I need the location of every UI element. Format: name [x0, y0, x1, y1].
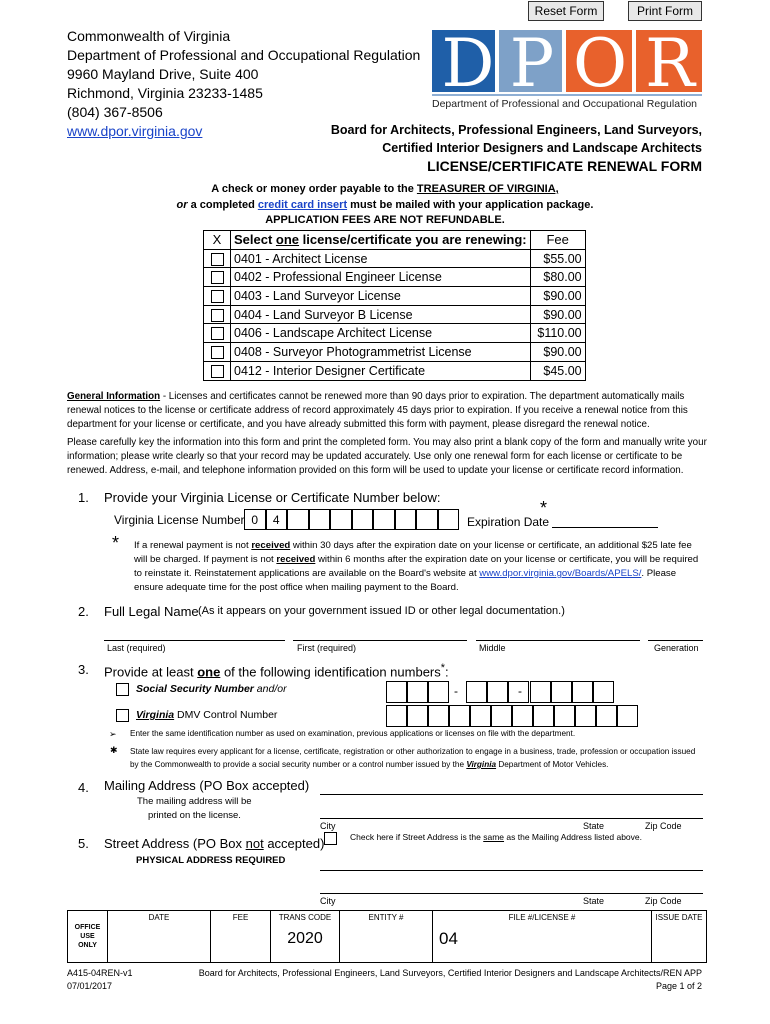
general-instructions: Please carefully key the information into this form and print the completed form. You may also print a blank copy of the form and manually write your information; please write clearly so that your record may be updated accurately. Use only one renewal form for each license or certificate to be renewed. Address, e-mail, and telephone information provided on this form will be used to update your license or certificate record information.: [67, 437, 707, 476]
dmv-digit-box[interactable]: [554, 705, 575, 727]
ssn-label: Social Security Number and/or: [136, 683, 287, 695]
dmv-digit-box[interactable]: [386, 705, 407, 727]
license-number-label: Virginia License Number: [114, 513, 245, 527]
license-digit-box[interactable]: [352, 509, 374, 530]
dmv-digit-box[interactable]: [491, 705, 512, 727]
license-digit-box[interactable]: 0: [244, 509, 266, 530]
expiration-star: *: [540, 498, 548, 518]
board-title-line2: Certified Interior Designers and Landscape Architects: [382, 141, 702, 155]
dmv-digit-box[interactable]: [575, 705, 596, 727]
ssn-digit-box[interactable]: [487, 681, 508, 703]
mailing-city-input[interactable]: [320, 818, 703, 819]
trans-code-value: 2020: [287, 930, 323, 947]
ssn-digit-box[interactable]: [407, 681, 428, 703]
mailing-street-input[interactable]: [320, 794, 703, 795]
asterisk-icon: ✱: [110, 745, 118, 755]
table-row: 0401 - Architect License $55.00: [204, 249, 586, 268]
same-address-label: Check here if Street Address is the same as the Mailing Address listed above.: [350, 832, 642, 842]
street-state-label: State: [583, 896, 605, 906]
q3-number: 3.: [78, 662, 89, 677]
license-fee-table: [203, 230, 586, 381]
late-fee-star: *: [112, 533, 120, 553]
col-x: X: [204, 231, 231, 250]
street-address-input[interactable]: [320, 870, 703, 871]
table-row: 0412 - Interior Designer Certificate $45.00: [204, 361, 586, 380]
dmv-digit-box[interactable]: [428, 705, 449, 727]
office-fee: FEE: [211, 911, 271, 963]
footer-form-id: A415-04REN-v1: [67, 968, 133, 978]
payment-line2: or a completed credit card insert must be mailed with your application package.: [176, 199, 594, 211]
q5-title: Street Address (PO Box not accepted): [104, 836, 325, 851]
print-form-button[interactable]: Print Form: [628, 1, 702, 21]
agency-line: Department of Professional and Occupational Regulation: [67, 47, 421, 63]
ssn-digit-box[interactable]: [593, 681, 614, 703]
expiration-label: Expiration Date: [467, 515, 550, 529]
agency-website-link[interactable]: www.dpor.virginia.gov: [67, 123, 203, 139]
middle-name-label: Middle: [479, 643, 506, 653]
office-trans-code: TRANS CODE 2020: [271, 911, 340, 963]
license-digit-box[interactable]: [373, 509, 395, 530]
footer-page: Page 1 of 2: [655, 981, 702, 991]
table-row: 0402 - Professional Engineer License $80.00: [204, 268, 586, 287]
ssn-dash-2: -: [518, 684, 522, 698]
table-row: 0406 - Landscape Architect License $110.00: [204, 324, 586, 343]
col-select: Select one license/certificate you are renewing:: [231, 231, 531, 250]
office-use-label: OFFICE USE ONLY: [68, 911, 108, 963]
logo-letter-r: R: [645, 30, 695, 102]
footer-board: Board for Architects, Professional Engineers, Land Surveyors, Certified Interior Designers and Landscape Architects/REN APP: [198, 968, 702, 978]
office-entity: ENTITY #: [340, 911, 433, 963]
license-checkbox[interactable]: [211, 290, 224, 303]
q4-note1: The mailing address will be: [137, 796, 252, 807]
dmv-digit-box[interactable]: [470, 705, 491, 727]
footer-date: 07/01/2017: [67, 981, 113, 991]
q3-bullet1: Enter the same identification number as used on examination, previous applications or licenses on file with the department.: [130, 729, 576, 738]
agency-line: Commonwealth of Virginia: [67, 28, 231, 44]
form-title: LICENSE/CERTIFICATE RENEWAL FORM: [427, 158, 702, 174]
col-fee: Fee: [530, 231, 585, 250]
license-checkbox[interactable]: [211, 271, 224, 284]
general-information: General Information - Licenses and certificates cannot be renewed more than 90 days prior to expiration. The department automatically mails renewal notices to the license or certificate address of record approximately 45 days prior to expiration. If you receive a renewal notice from this department for your license or certificate, and you have already submitted this form with payment, please disregard the renewal notice.: [67, 391, 688, 430]
first-name-input[interactable]: [293, 640, 467, 641]
agency-line: (804) 367-8506: [67, 104, 163, 120]
license-digit-box[interactable]: [309, 509, 331, 530]
agency-line: 9960 Mayland Drive, Suite 400: [67, 66, 259, 82]
fee-table-header: [204, 231, 586, 250]
q5-number: 5.: [78, 836, 89, 851]
license-digit-box[interactable]: 4: [266, 509, 288, 530]
office-issue-date: ISSUE DATE: [652, 911, 707, 963]
ssn-checkbox[interactable]: [116, 683, 129, 696]
ssn-digit-box[interactable]: [551, 681, 572, 703]
ssn-digit-box[interactable]: [386, 681, 407, 703]
late-fee-note: If a renewal payment is not received within 30 days after the expiration date on your license or certificate, an additional $25 late fee will be charged. If payment is not received within 6 months after the expiration date on your license or certificate, you will be required to reinstate it. Reinstatement applications are available on the Board's website at www.dpor.virginia.gov/Boards/APELS/. Please ensure adequate time for the post office when mailing payment to the Board.: [134, 540, 699, 593]
table-row: 0403 - Land Surveyor License $90.00: [204, 287, 586, 306]
dpor-logo: [432, 30, 702, 112]
license-digit-box[interactable]: [416, 509, 438, 530]
q4-number: 4.: [78, 780, 89, 795]
license-checkbox[interactable]: [211, 309, 224, 322]
last-name-label: Last (required): [107, 643, 166, 653]
q4-note2: printed on the license.: [148, 810, 241, 821]
dmv-digit-box[interactable]: [533, 705, 554, 727]
agency-line: Richmond, Virginia 23233-1485: [67, 85, 263, 101]
last-name-input[interactable]: [104, 640, 285, 641]
license-digit-box[interactable]: [438, 509, 460, 530]
file-license-value: 04: [439, 929, 458, 948]
mailing-city-label: City: [320, 821, 336, 831]
license-digit-box[interactable]: [330, 509, 352, 530]
table-row: 0408 - Surveyor Photogrammetrist License $90.00: [204, 343, 586, 362]
arrow-icon: ➢: [109, 729, 117, 739]
table-row: 0404 - Land Surveyor B License $90.00: [204, 305, 586, 324]
same-address-checkbox[interactable]: [324, 832, 337, 845]
apels-link[interactable]: www.dpor.virginia.gov/Boards/APELS/: [479, 568, 642, 579]
ssn-dash-1: -: [454, 684, 458, 698]
ssn-digit-box[interactable]: [428, 681, 449, 703]
q2-number: 2.: [78, 604, 89, 619]
license-checkbox[interactable]: [211, 365, 224, 378]
license-checkbox[interactable]: [211, 346, 224, 359]
mailing-state-label: State: [583, 821, 605, 831]
dmv-digit-box[interactable]: [617, 705, 638, 727]
license-digit-box[interactable]: [287, 509, 309, 530]
board-title-line1: Board for Architects, Professional Engineers, Land Surveyors,: [330, 123, 702, 137]
credit-card-insert-link[interactable]: credit card insert: [257, 199, 348, 211]
office-date: DATE: [108, 911, 211, 963]
q2-subtitle: (As it appears on your government issued ID or other legal documentation.): [198, 605, 565, 617]
generation-input[interactable]: [648, 640, 703, 641]
expiration-date-input[interactable]: [552, 527, 658, 528]
reset-form-button[interactable]: Reset Form: [528, 1, 604, 21]
dmv-digit-box[interactable]: [407, 705, 428, 727]
dmv-checkbox[interactable]: [116, 709, 129, 722]
street-city-input[interactable]: [320, 893, 703, 894]
generation-label: Generation: [654, 643, 699, 653]
q1-number: 1.: [78, 490, 89, 505]
mailing-zip-label: Zip Code: [645, 821, 682, 831]
license-checkbox[interactable]: [211, 253, 224, 266]
q3-title: Provide at least one of the following identification numbers*:: [104, 662, 449, 680]
logo-letter-d: D: [441, 30, 495, 102]
payment-line3: APPLICATION FEES ARE NOT REFUNDABLE.: [265, 214, 505, 226]
logo-letter-o: O: [572, 30, 628, 102]
ssn-digit-box[interactable]: [530, 681, 551, 703]
license-digit-box[interactable]: [395, 509, 417, 530]
street-city-label: City: [320, 896, 336, 906]
dmv-digit-box[interactable]: [449, 705, 470, 727]
q1-title: Provide your Virginia License or Certificate Number below:: [104, 490, 441, 505]
q2-title: Full Legal Name: [104, 604, 199, 619]
office-use-table: [67, 910, 707, 963]
physical-address-required: PHYSICAL ADDRESS REQUIRED: [136, 855, 286, 866]
street-zip-label: Zip Code: [645, 896, 682, 906]
logo-caption: Department of Professional and Occupational Regulation: [432, 98, 697, 110]
ssn-digit-box[interactable]: [572, 681, 593, 703]
q4-title: Mailing Address (PO Box accepted): [104, 778, 310, 793]
middle-name-input[interactable]: [476, 640, 640, 641]
dmv-digit-box[interactable]: [596, 705, 617, 727]
logo-letter-p: P: [509, 30, 555, 102]
office-file-license: FILE #/LICENSE # 04: [433, 911, 652, 963]
dmv-digit-box[interactable]: [512, 705, 533, 727]
ssn-digit-box[interactable]: [466, 681, 487, 703]
dmv-label: Virginia DMV Control Number: [136, 709, 278, 721]
payment-line1: A check or money order payable to the TREASURER OF VIRGINIA,: [211, 183, 559, 195]
license-checkbox[interactable]: [211, 327, 224, 340]
q3-bullet2: State law requires every applicant for a license, certificate, registration or other authorization to engage in a business, trade, profession or occupation issued by the Commonwealth to provide a social security number or a control number issued by the Virginia Department of Motor Vehicles.: [130, 747, 696, 769]
first-name-label: First (required): [297, 643, 357, 653]
